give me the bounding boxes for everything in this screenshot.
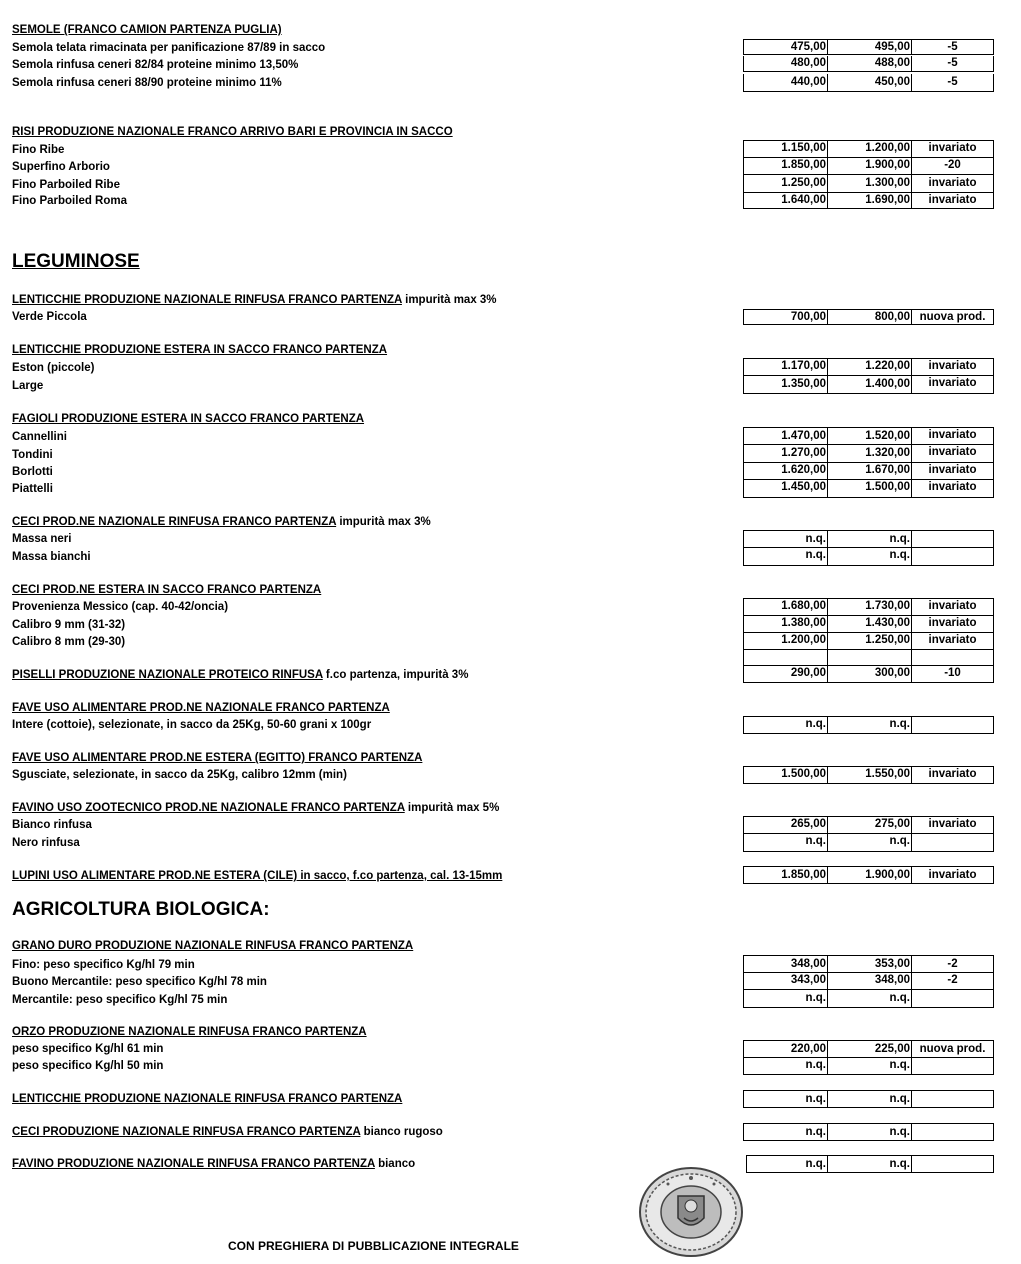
price-min: 1.270,00 xyxy=(743,445,827,463)
section-header-ceci-nazionale xyxy=(12,515,431,529)
price-max: 1.250,00 xyxy=(827,633,911,650)
price-variation xyxy=(911,548,994,566)
footer-note: CON PREGHIERA DI PUBBLICAZIONE INTEGRALE xyxy=(228,1239,519,1253)
price-min: 1.170,00 xyxy=(743,358,827,376)
price-min: 1.450,00 xyxy=(743,480,827,498)
price-max: 300,00 xyxy=(827,666,911,683)
price-variation: -5 xyxy=(911,39,994,55)
price-max: 1.320,00 xyxy=(827,445,911,463)
row-label: Semola rinfusa ceneri 88/90 proteine minimo 11% xyxy=(12,77,282,89)
price-min: 343,00 xyxy=(743,973,827,990)
chamber-of-commerce-seal-icon xyxy=(638,1166,744,1258)
row-label: Verde Piccola xyxy=(12,311,87,323)
header-text: FAVINO USO ZOOTECNICO PROD.NE NAZIONALE FRANCO PARTENZA xyxy=(12,802,405,814)
price-max: 275,00 xyxy=(827,816,911,834)
section-header-bio-grano: GRANO DURO PRODUZIONE NAZIONALE RINFUSA FRANCO PARTENZA xyxy=(12,940,414,952)
price-variation: -5 xyxy=(911,74,994,92)
price-max: 1.400,00 xyxy=(827,376,911,394)
price-max: 450,00 xyxy=(827,74,911,92)
price-max: 1.430,00 xyxy=(827,616,911,633)
header-text: CECI PRODUZIONE NAZIONALE RINFUSA FRANCO PARTENZA xyxy=(12,1126,361,1138)
price-min: 1.470,00 xyxy=(743,427,827,445)
row-label: Superfino Arborio xyxy=(12,161,110,173)
price-variation xyxy=(911,1058,994,1075)
price-min: 700,00 xyxy=(743,309,827,325)
row-label: Semola telata rimacinata per panificazione 87/89 in sacco xyxy=(12,42,326,54)
main-title-agricoltura-biologica: AGRICOLTURA BIOLOGICA: xyxy=(12,899,270,920)
section-header-fagioli: FAGIOLI PRODUZIONE ESTERA IN SACCO FRANCO PARTENZA xyxy=(12,413,365,425)
price-max: 1.520,00 xyxy=(827,427,911,445)
price-variation: -20 xyxy=(911,158,994,175)
header-text: CECI PROD.NE NAZIONALE RINFUSA FRANCO PARTENZA xyxy=(12,516,337,528)
row-label: Cannellini xyxy=(12,431,67,443)
header-text: LENTICCHIE PRODUZIONE NAZIONALE RINFUSA FRANCO PARTENZA xyxy=(12,294,402,306)
price-variation: invariato xyxy=(911,445,994,463)
price-variation xyxy=(911,716,994,734)
row-label: Fino: peso specifico Kg/hl 79 min xyxy=(12,959,195,971)
price-variation: -5 xyxy=(911,56,994,72)
row-label: Massa bianchi xyxy=(12,551,91,563)
row-label: Calibro 8 mm (29-30) xyxy=(12,636,126,648)
price-min: 348,00 xyxy=(743,955,827,973)
row-label: Tondini xyxy=(12,449,53,461)
header-suffix: impurità max 3% xyxy=(401,294,497,306)
price-min: n.q. xyxy=(743,1123,827,1141)
price-min: n.q. xyxy=(743,530,827,548)
row-label: Bianco rinfusa xyxy=(12,819,92,831)
price-max: 1.200,00 xyxy=(827,140,911,158)
price-max: n.q. xyxy=(827,716,911,734)
header-suffix: bianco rugoso xyxy=(360,1126,443,1138)
row-label: Fino Parboiled Roma xyxy=(12,195,128,207)
price-min: n.q. xyxy=(743,1090,827,1108)
price-max: 1.690,00 xyxy=(827,193,911,209)
price-max: 1.500,00 xyxy=(827,480,911,498)
row-label: Fino Parboiled Ribe xyxy=(12,179,120,191)
section-header-fave-estera: FAVE USO ALIMENTARE PROD.NE ESTERA (EGITTO) FRANCO PARTENZA xyxy=(12,752,423,764)
price-variation: invariato xyxy=(911,633,994,650)
price-variation: nuova prod. xyxy=(911,1040,994,1058)
price-min: 1.150,00 xyxy=(743,140,827,158)
row-label: Piattelli xyxy=(12,483,53,495)
main-title-leguminose: LEGUMINOSE xyxy=(12,251,140,272)
price-max: 495,00 xyxy=(827,39,911,55)
price-max: 348,00 xyxy=(827,973,911,990)
price-min: 475,00 xyxy=(743,39,827,55)
price-variation: invariato xyxy=(911,816,994,834)
row-label: Buono Mercantile: peso specifico Kg/hl 78 min xyxy=(12,976,267,988)
price-min: 1.200,00 xyxy=(743,633,827,650)
price-min: n.q. xyxy=(743,834,827,852)
row-label: Calibro 9 mm (31-32) xyxy=(12,619,126,631)
price-min: 480,00 xyxy=(743,56,827,72)
price-min: 265,00 xyxy=(743,816,827,834)
price-variation: invariato xyxy=(911,140,994,158)
section-header-bio-ceci xyxy=(12,1125,443,1139)
price-max: 225,00 xyxy=(827,1040,911,1058)
section-header-bio-orzo: ORZO PRODUZIONE NAZIONALE RINFUSA FRANCO PARTENZA xyxy=(12,1026,367,1038)
price-variation xyxy=(911,1123,994,1141)
price-variation: invariato xyxy=(911,376,994,394)
section-header-lenticchie-estera: LENTICCHIE PRODUZIONE ESTERA IN SACCO FRANCO PARTENZA xyxy=(12,344,388,356)
price-max: n.q. xyxy=(827,548,911,566)
price-min: 440,00 xyxy=(743,74,827,92)
price-variation: invariato xyxy=(911,480,994,498)
price-variation: invariato xyxy=(911,193,994,209)
section-header-lenticchie-nazionale xyxy=(12,293,497,307)
price-variation: invariato xyxy=(911,598,994,616)
price-variation: -10 xyxy=(911,666,994,683)
price-max: n.q. xyxy=(827,1123,911,1141)
price-min: n.q. xyxy=(743,1058,827,1075)
section-header-ceci-estera: CECI PROD.NE ESTERA IN SACCO FRANCO PARTENZA xyxy=(12,584,322,596)
price-variation: invariato xyxy=(911,175,994,193)
section-header-favino xyxy=(12,801,499,815)
price-min: 1.380,00 xyxy=(743,616,827,633)
price-min: 1.640,00 xyxy=(743,193,827,209)
row-label: Massa neri xyxy=(12,533,72,545)
price-min: 220,00 xyxy=(743,1040,827,1058)
price-variation: invariato xyxy=(911,463,994,480)
price-max: 1.670,00 xyxy=(827,463,911,480)
price-variation: -2 xyxy=(911,973,994,990)
empty-cell xyxy=(827,650,911,666)
price-variation: invariato xyxy=(911,358,994,376)
price-min: 1.250,00 xyxy=(743,175,827,193)
price-min: n.q. xyxy=(746,1155,827,1173)
price-max: 800,00 xyxy=(827,309,911,325)
price-min: 1.620,00 xyxy=(743,463,827,480)
row-label: peso specifico Kg/hl 50 min xyxy=(12,1060,164,1072)
price-variation: invariato xyxy=(911,427,994,445)
price-variation: invariato xyxy=(911,766,994,784)
header-suffix: impurità max 5% xyxy=(404,802,500,814)
price-max: n.q. xyxy=(827,1058,911,1075)
row-label: Semola rinfusa ceneri 82/84 proteine minimo 13,50% xyxy=(12,59,299,71)
price-variation xyxy=(911,530,994,548)
price-variation: nuova prod. xyxy=(911,309,994,325)
price-variation: -2 xyxy=(911,955,994,973)
row-label: Provenienza Messico (cap. 40-42/oncia) xyxy=(12,601,229,613)
price-variation xyxy=(911,1090,994,1108)
price-max: 353,00 xyxy=(827,955,911,973)
price-max: n.q. xyxy=(827,990,911,1008)
empty-cell xyxy=(911,650,994,666)
price-max: 1.730,00 xyxy=(827,598,911,616)
price-max: n.q. xyxy=(827,530,911,548)
price-min: n.q. xyxy=(743,548,827,566)
section-header-fave-nazionale: FAVE USO ALIMENTARE PROD.NE NAZIONALE FRANCO PARTENZA xyxy=(12,702,390,714)
header-suffix: f.co partenza, impurità 3% xyxy=(322,669,469,681)
price-max: 488,00 xyxy=(827,56,911,72)
row-label: Mercantile: peso specifico Kg/hl 75 min xyxy=(12,994,228,1006)
section-header-lupini: LUPINI USO ALIMENTARE PROD.NE ESTERA (CILE) in sacco, f.co partenza, cal. 13-15mm xyxy=(12,870,503,882)
row-label: Nero rinfusa xyxy=(12,837,80,849)
price-max: 1.220,00 xyxy=(827,358,911,376)
header-text: FAVINO PRODUZIONE NAZIONALE RINFUSA FRANCO PARTENZA xyxy=(12,1158,375,1170)
row-label: Fino Ribe xyxy=(12,144,65,156)
section-header-piselli xyxy=(12,668,468,682)
section-header-semole: SEMOLE (FRANCO CAMION PARTENZA PUGLIA) xyxy=(12,24,282,36)
header-suffix: impurità max 3% xyxy=(336,516,431,528)
header-suffix: bianco xyxy=(374,1158,416,1170)
row-label: Sgusciate, selezionate, in sacco da 25Kg, calibro 12mm (min) xyxy=(12,769,347,781)
price-variation xyxy=(911,1155,994,1173)
price-min: 1.850,00 xyxy=(743,866,827,884)
price-min: 1.500,00 xyxy=(743,766,827,784)
row-label: Eston (piccole) xyxy=(12,362,95,374)
empty-cell xyxy=(743,650,827,666)
section-header-bio-favino xyxy=(12,1157,415,1171)
price-min: 290,00 xyxy=(743,666,827,683)
section-header-risi: RISI PRODUZIONE NAZIONALE FRANCO ARRIVO BARI E PROVINCIA IN SACCO xyxy=(12,126,453,138)
price-max: 1.900,00 xyxy=(827,158,911,175)
section-header-bio-lenticchie: LENTICCHIE PRODUZIONE NAZIONALE RINFUSA FRANCO PARTENZA xyxy=(12,1093,403,1105)
header-text: PISELLI PRODUZIONE NAZIONALE PROTEICO RINFUSA xyxy=(12,669,323,681)
price-max: 1.300,00 xyxy=(827,175,911,193)
row-label: Borlotti xyxy=(12,466,53,478)
price-min: 1.350,00 xyxy=(743,376,827,394)
price-max: n.q. xyxy=(827,834,911,852)
row-label: Intere (cottoie), selezionate, in sacco da 25Kg, 50-60 grani x 100gr xyxy=(12,719,372,731)
price-variation: invariato xyxy=(911,866,994,884)
price-min: n.q. xyxy=(743,990,827,1008)
price-min: n.q. xyxy=(743,716,827,734)
price-max: n.q. xyxy=(827,1155,911,1173)
row-label: peso specifico Kg/hl 61 min xyxy=(12,1043,164,1055)
price-max: 1.550,00 xyxy=(827,766,911,784)
row-label: Large xyxy=(12,380,44,392)
price-max: 1.900,00 xyxy=(827,866,911,884)
price-variation xyxy=(911,834,994,852)
price-min: 1.680,00 xyxy=(743,598,827,616)
price-variation: invariato xyxy=(911,616,994,633)
price-max: n.q. xyxy=(827,1090,911,1108)
price-min: 1.850,00 xyxy=(743,158,827,175)
price-variation xyxy=(911,990,994,1008)
